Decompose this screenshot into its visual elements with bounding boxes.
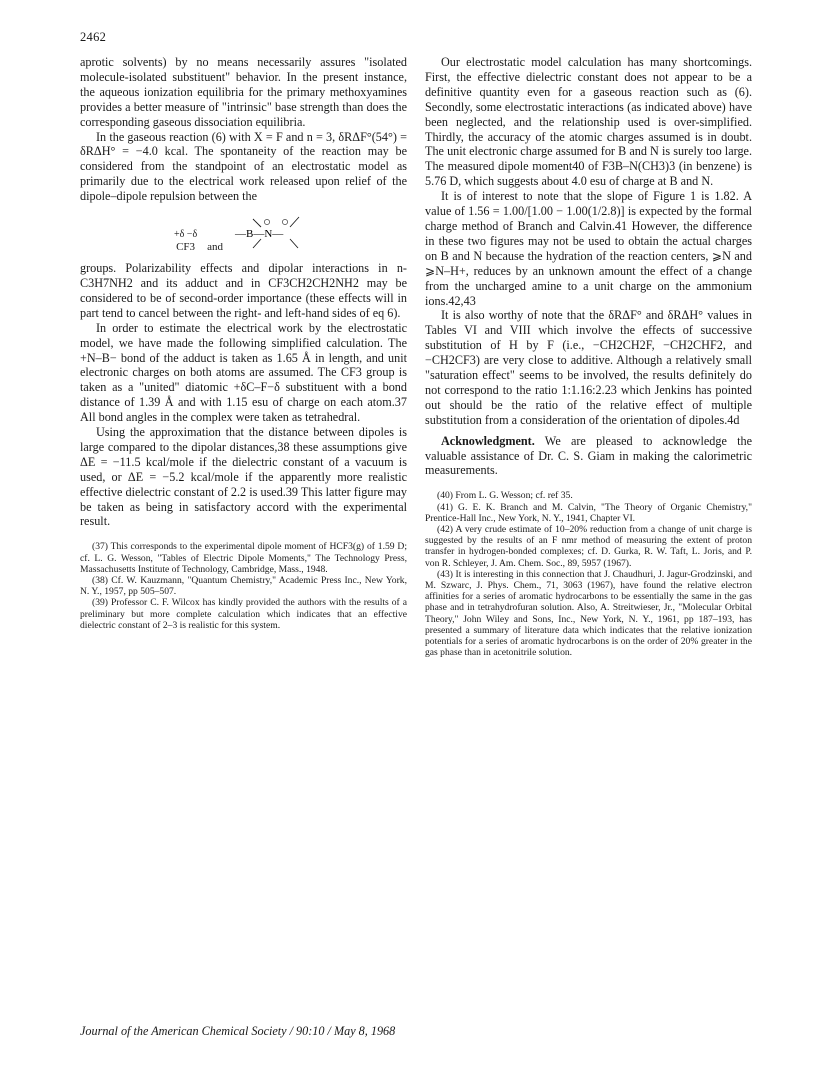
left-paragraph-1: aprotic solvents) by no means necessarily assures "isolated molecule-isolated substituent" behavior. In the present instance, the aqueous ionization equilibria for the primary methoxyamines provides a better measure of "intrinsic" base strength than does the corresponding gaseous dissociation equilibria. — [80, 55, 407, 129]
acknowledgment-text: We are pleased to acknowledge the valuable assistance of Dr. C. S. Giam in making the calorimetric measurements. — [425, 433, 752, 478]
footnote-43: (43) It is interesting in this connection that J. Chaudhuri, J. Jagur-Grodzinski, and M. Szwarc, J. Phys. Chem., 71, 3063 (1967), have found the relative electron affinities for a series of aromatic hydrocarbons to be essentially the same in the gas phase and in tetrahydrofuran solution. Also, A. Streitwieser, Jr., "Molecular Orbital Theory," John Wiley and Sons, Inc., New York, N. Y., 1961, pp 187–193, has presented a summary of literature data which indicates that the relative ionization potentials for a series of aromatic hydrocarbons is on the order of 20% greater in the gas phase than in acetonitrile solution. — [425, 568, 752, 659]
left-paragraph-4: In order to estimate the electrical work by the electrostatic model, we have made the following simplified calculation. The +N–B− bond of the adduct is taken as 1.65 Å in length, and unit electronic charges on both atoms are assumed. The CF3 group is taken as a "united" diatomic +δC–F−δ substituent with a bond distance of 1.39 Å and with 1.15 esu of charge on each atom.37 All bond angles in the complex were taken as tetrahedral. — [80, 320, 407, 425]
right-paragraph-3: It is also worthy of note that the δRΔF° and δRΔH° values in Tables VI and VIII which involve the effects of successive substitution of H by F (i.e., −CH2CH2F, −CH2CHF2, and −CH2CF3) are very close to additive. Although a relatively small "saturation effect" seems to be involved, the results definitely do not correspond to the ratio 1:1.16:2.23 which Jenkins has pointed out should be the ratio of the relative effect of multiple substitution from a consideration of the orientation of dipoles.4d — [425, 308, 752, 427]
right-footnotes — [425, 490, 752, 658]
footnote-39: (39) Professor C. F. Wilcox has kindly provided the authors with the results of a preliminary but more complete calculation which indicates that an effective dielectric constant of 2–3 is realistic for this system. — [80, 597, 407, 631]
footnote-40: (40) From L. G. Wesson; cf. ref 35. — [437, 490, 573, 502]
page-number: 2462 — [80, 30, 107, 44]
right-paragraph-2: It is of interest to note that the slope of Figure 1 is 1.82. A value of 1.56 = 1.00/[1.00 − 1.00(1/2.8)] is expected by the formal charge method of Branch and Calvin.41 However, the difference in these two figures may not be used to obtain the actual charges on B and N because the hydration of the reaction centers, ⩾N and ⩾N–H+, reduces by an unknown amount the effect of a change from the uncharged amine to a unit charge on the ammonium ions.42,43 — [425, 189, 752, 308]
journal-footer: Journal of the American Chemical Society / 90:10 / May 8, 1968 — [80, 1024, 396, 1038]
right-paragraph-1: Our electrostatic model calculation has many shortcomings. First, the effective dielectric constant does not appear to be a definitive quantity even for a gaseous reaction such as (6). Secondly, some electrostatic interactions (as indicated above) have been neglected, and the relationship used is over-simplified. Thirdly, the accuracy of the atomic charges assumed is in doubt. The unit electronic charge assumed for B and N is surely too large. The measured dipole moment40 of F3B–N(CH3)3 (in benzene) is 5.76 D, which suggests about 4.0 esu of charge at B and N. — [425, 55, 752, 189]
acknowledgment-heading: Acknowledgment. — [441, 433, 535, 448]
left-paragraph-3: groups. Polarizability effects and dipolar interactions in n-C3H7NH2 and its adduct and in CF3CH2CH2NH2 may be considered to be of second-order importance (these effects will in part tend to cancel between the right- and left-hand sides of eq 6). — [80, 261, 407, 320]
formula-and: and — [207, 241, 224, 254]
acknowledgment — [425, 434, 752, 479]
cf3-label: CF3 — [176, 241, 196, 254]
bn-adduct-structure — [233, 213, 313, 253]
left-column — [80, 55, 407, 631]
left-paragraph-5: Using the approximation that the distance between dipoles is large compared to the dipolar distances,38 these assumptions give ΔE = −11.5 kcal/mole if the dielectric constant of a vacuum is used, or ΔE = −5.2 kcal/mole if the apparently more realistic effective dielectric constant of 2.2 is used.39 This latter figure may be taken as being in satisfactory accord with the experimental result. — [80, 425, 407, 529]
bn-bond-text: —B—N— — [235, 228, 284, 241]
footnote-41: (41) G. E. K. Branch and M. Calvin, "The Theory of Organic Chemistry," Prentice-Hall Inc., New York, N. Y., 1941, Chapter VI. — [425, 501, 752, 524]
left-footnotes — [80, 541, 407, 631]
cf3-group — [174, 229, 197, 253]
cf3-charges: +δ −δ — [173, 229, 198, 241]
footnote-42: (42) A very crude estimate of 10–20% reduction from a change of unit charge is suggested by the results of an F nmr method of measuring the extent of proton transfer in hydrogen-bonded complexes; cf. D. Gurka, R. W. Taft, L. Joris, and P. von R. Schleyer, J. Am. Chem. Soc., 89, 5957 (1967). — [425, 523, 752, 569]
left-paragraph-2: In the gaseous reaction (6) with X = F and n = 3, δRΔF°(54°) = δRΔH° = −4.0 kcal. The spontaneity of the reaction may be considered from the standpoint of an electrostatic model as primarily due to the electrical work released upon relief of the dipole–dipole repulsion between the — [80, 129, 407, 204]
right-column — [425, 55, 752, 658]
footnote-37: (37) This corresponds to the experimental dipole moment of HCF3(g) of 1.59 D; cf. L. G. Wesson, "Tables of Electric Dipole Moments," The Technology Press, Massachusetts Institute of Technology, Cambridge, Mass., 1948. — [80, 541, 407, 575]
footnote-38: (38) Cf. W. Kauzmann, "Quantum Chemistry," Academic Press Inc., New York, N. Y., 1957, pp 505–507. — [80, 574, 407, 598]
dipole-formula — [80, 213, 407, 253]
